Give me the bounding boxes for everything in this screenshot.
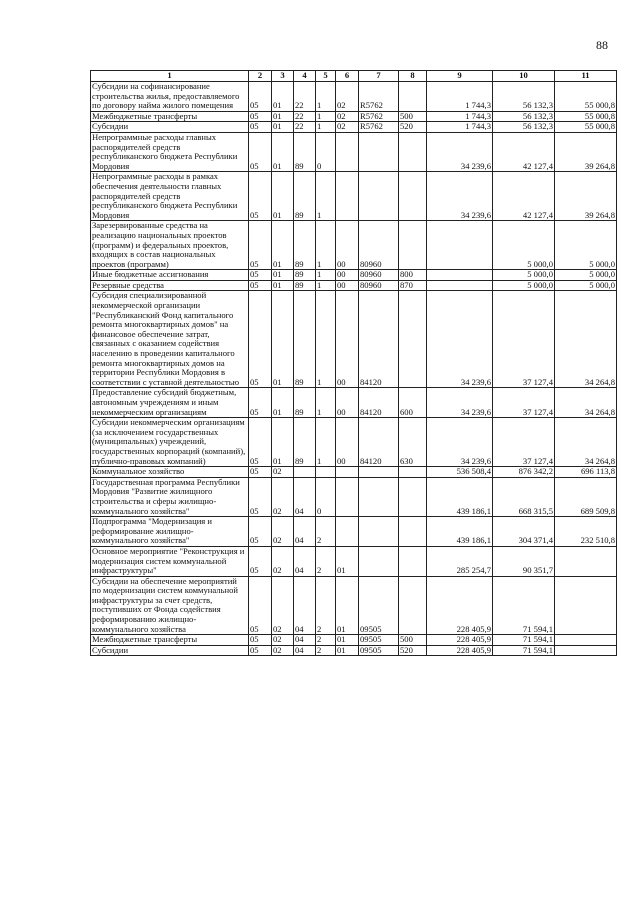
amount-year-2-cell: 37 127,4 — [493, 418, 555, 467]
subprogram-code-cell — [316, 467, 336, 478]
subsection-code-cell: 02 — [272, 467, 294, 478]
expense-type-code-cell — [399, 82, 427, 112]
row-description-cell: Субсидии на софинансирование строительства жилья, предоставляемого по договору найма жилого помещения — [91, 82, 249, 112]
amount-year-1-cell — [427, 221, 493, 270]
program-code-cell: 04 — [294, 576, 316, 635]
section-code-cell: 05 — [249, 111, 272, 122]
subprogram-code-cell: 2 — [316, 517, 336, 547]
subprogram-code-cell: 2 — [316, 546, 336, 576]
subprogram-code-cell: 1 — [316, 388, 336, 418]
amount-year-2-cell: 56 132,3 — [493, 82, 555, 112]
expense-direction-code-cell: R5762 — [359, 82, 399, 112]
column-header: 3 — [272, 71, 294, 82]
table-row — [91, 280, 617, 291]
table-row — [91, 517, 617, 547]
row-description-cell: Зарезервированные средства на реализацию национальных проектов (программ) и федеральных проектов, входящих в состав национальных проектов (программ) — [91, 221, 249, 270]
row-description-cell: Государственная программа Республики Мордовия "Развитие жилищного строительства и сферы жилищно-коммунального хозяйства" — [91, 477, 249, 516]
subprogram-code-cell: 2 — [316, 576, 336, 635]
section-code-cell: 05 — [249, 467, 272, 478]
amount-year-3-cell: 5 000,0 — [555, 221, 617, 270]
amount-year-3-cell — [555, 635, 617, 646]
program-code-cell — [294, 467, 316, 478]
table-row — [91, 270, 617, 281]
expense-type-code-cell — [399, 576, 427, 635]
subsection-code-cell: 02 — [272, 635, 294, 646]
amount-year-3-cell: 34 264,8 — [555, 388, 617, 418]
table-row — [91, 172, 617, 221]
section-code-cell: 05 — [249, 132, 272, 171]
activity-code-cell — [336, 467, 359, 478]
row-description-cell: Иные бюджетные ассигнования — [91, 270, 249, 281]
amount-year-1-cell: 1 744,3 — [427, 111, 493, 122]
amount-year-2-cell: 5 000,0 — [493, 270, 555, 281]
activity-code-cell — [336, 477, 359, 516]
amount-year-3-cell — [555, 546, 617, 576]
program-code-cell: 04 — [294, 645, 316, 656]
table-body — [91, 82, 617, 656]
subprogram-code-cell: 1 — [316, 122, 336, 133]
program-code-cell: 04 — [294, 477, 316, 516]
amount-year-2-cell: 304 371,4 — [493, 517, 555, 547]
subprogram-code-cell: 2 — [316, 645, 336, 656]
table-row — [91, 645, 617, 656]
subsection-code-cell: 01 — [272, 122, 294, 133]
row-description-cell: Субсидия специализированной некоммерческой организации "Республиканский Фонд капитального ремонта многоквартирных домов" на финансовое обеспечение затрат, связанных с оказанием содействия населению в проведении капитального ремонта многоквартирных домов на территории Республики Мордовия в соответствии с уставной деятельностью — [91, 291, 249, 388]
activity-code-cell: 01 — [336, 645, 359, 656]
activity-code-cell: 02 — [336, 122, 359, 133]
subsection-code-cell: 01 — [272, 172, 294, 221]
amount-year-3-cell: 5 000,0 — [555, 280, 617, 291]
section-code-cell: 05 — [249, 122, 272, 133]
subsection-code-cell: 01 — [272, 418, 294, 467]
activity-code-cell: 00 — [336, 270, 359, 281]
amount-year-3-cell — [555, 576, 617, 635]
amount-year-3-cell: 55 000,8 — [555, 122, 617, 133]
section-code-cell: 05 — [249, 546, 272, 576]
table-row — [91, 388, 617, 418]
program-code-cell: 89 — [294, 280, 316, 291]
program-code-cell: 89 — [294, 388, 316, 418]
expense-direction-code-cell: 84120 — [359, 388, 399, 418]
column-header: 1 — [91, 71, 249, 82]
amount-year-1-cell: 34 239,6 — [427, 388, 493, 418]
expense-type-code-cell: 800 — [399, 270, 427, 281]
column-header: 8 — [399, 71, 427, 82]
subsection-code-cell: 01 — [272, 270, 294, 281]
expense-type-code-cell: 630 — [399, 418, 427, 467]
amount-year-1-cell: 1 744,3 — [427, 122, 493, 133]
subsection-code-cell: 02 — [272, 576, 294, 635]
row-description-cell: Субсидии — [91, 645, 249, 656]
amount-year-2-cell: 90 351,7 — [493, 546, 555, 576]
section-code-cell: 05 — [249, 82, 272, 112]
expense-direction-code-cell — [359, 132, 399, 171]
section-code-cell: 05 — [249, 418, 272, 467]
expense-type-code-cell: 500 — [399, 635, 427, 646]
expense-type-code-cell — [399, 172, 427, 221]
program-code-cell: 89 — [294, 270, 316, 281]
amount-year-1-cell: 228 405,9 — [427, 645, 493, 656]
subsection-code-cell: 01 — [272, 82, 294, 112]
section-code-cell: 05 — [249, 477, 272, 516]
section-code-cell: 05 — [249, 645, 272, 656]
expense-type-code-cell — [399, 467, 427, 478]
expense-type-code-cell: 520 — [399, 645, 427, 656]
activity-code-cell: 02 — [336, 82, 359, 112]
amount-year-1-cell — [427, 270, 493, 281]
budget-table — [90, 70, 617, 656]
column-header: 10 — [493, 71, 555, 82]
expense-direction-code-cell: 80960 — [359, 221, 399, 270]
table-row — [91, 132, 617, 171]
subsection-code-cell: 01 — [272, 291, 294, 388]
amount-year-3-cell: 55 000,8 — [555, 82, 617, 112]
row-description-cell: Межбюджетные трансферты — [91, 635, 249, 646]
subsection-code-cell: 01 — [272, 388, 294, 418]
amount-year-3-cell: 39 264,8 — [555, 132, 617, 171]
section-code-cell: 05 — [249, 576, 272, 635]
table-row — [91, 221, 617, 270]
table-row — [91, 291, 617, 388]
row-description-cell: Предоставление субсидий бюджетным, автономным учреждениям и иным некоммерческим организациям — [91, 388, 249, 418]
page-number: 88 — [596, 38, 608, 52]
table-row — [91, 111, 617, 122]
row-description-cell: Подпрограмма "Модернизация и реформирование жилищно-коммунального хозяйства" — [91, 517, 249, 547]
subsection-code-cell: 02 — [272, 546, 294, 576]
column-header: 7 — [359, 71, 399, 82]
program-code-cell: 89 — [294, 291, 316, 388]
amount-year-2-cell: 876 342,2 — [493, 467, 555, 478]
amount-year-1-cell: 1 744,3 — [427, 82, 493, 112]
expense-type-code-cell — [399, 517, 427, 547]
subprogram-code-cell: 1 — [316, 291, 336, 388]
column-header: 4 — [294, 71, 316, 82]
amount-year-1-cell: 34 239,6 — [427, 291, 493, 388]
activity-code-cell: 01 — [336, 635, 359, 646]
amount-year-1-cell: 439 186,1 — [427, 517, 493, 547]
amount-year-1-cell: 228 405,9 — [427, 576, 493, 635]
amount-year-2-cell: 5 000,0 — [493, 280, 555, 291]
expense-direction-code-cell — [359, 477, 399, 516]
expense-type-code-cell — [399, 291, 427, 388]
row-description-cell: Непрограммные расходы главных распорядителей средств республиканского бюджета Республики Мордовия — [91, 132, 249, 171]
activity-code-cell: 00 — [336, 291, 359, 388]
section-code-cell: 05 — [249, 635, 272, 646]
amount-year-2-cell: 37 127,4 — [493, 291, 555, 388]
section-code-cell: 05 — [249, 280, 272, 291]
amount-year-3-cell — [555, 645, 617, 656]
amount-year-2-cell: 668 315,5 — [493, 477, 555, 516]
amount-year-3-cell: 39 264,8 — [555, 172, 617, 221]
program-code-cell: 89 — [294, 221, 316, 270]
row-description-cell: Непрограммные расходы в рамках обеспечения деятельности главных распорядителей средств республиканского бюджета Республики Мордовия — [91, 172, 249, 221]
subprogram-code-cell: 1 — [316, 418, 336, 467]
subprogram-code-cell: 0 — [316, 132, 336, 171]
row-description-cell: Резервные средства — [91, 280, 249, 291]
expense-type-code-cell: 500 — [399, 111, 427, 122]
table-row — [91, 477, 617, 516]
subprogram-code-cell: 1 — [316, 221, 336, 270]
section-code-cell: 05 — [249, 221, 272, 270]
expense-direction-code-cell — [359, 546, 399, 576]
table-row — [91, 576, 617, 635]
expense-direction-code-cell: 09505 — [359, 635, 399, 646]
amount-year-3-cell: 55 000,8 — [555, 111, 617, 122]
row-description-cell: Коммунальное хозяйство — [91, 467, 249, 478]
activity-code-cell: 00 — [336, 280, 359, 291]
expense-direction-code-cell: 09505 — [359, 645, 399, 656]
program-code-cell: 89 — [294, 132, 316, 171]
row-description-cell: Субсидии — [91, 122, 249, 133]
amount-year-1-cell: 34 239,6 — [427, 418, 493, 467]
expense-direction-code-cell: 80960 — [359, 270, 399, 281]
activity-code-cell — [336, 517, 359, 547]
amount-year-1-cell: 439 186,1 — [427, 477, 493, 516]
activity-code-cell: 02 — [336, 111, 359, 122]
amount-year-1-cell — [427, 280, 493, 291]
subprogram-code-cell: 1 — [316, 280, 336, 291]
program-code-cell: 04 — [294, 635, 316, 646]
table-row — [91, 546, 617, 576]
activity-code-cell: 01 — [336, 576, 359, 635]
program-code-cell: 04 — [294, 517, 316, 547]
column-header: 6 — [336, 71, 359, 82]
amount-year-3-cell: 689 509,8 — [555, 477, 617, 516]
column-header: 11 — [555, 71, 617, 82]
amount-year-1-cell: 536 508,4 — [427, 467, 493, 478]
subsection-code-cell: 02 — [272, 477, 294, 516]
expense-direction-code-cell: 84120 — [359, 291, 399, 388]
column-header: 9 — [427, 71, 493, 82]
expense-type-code-cell — [399, 132, 427, 171]
section-code-cell: 05 — [249, 291, 272, 388]
column-header: 5 — [316, 71, 336, 82]
expense-type-code-cell: 600 — [399, 388, 427, 418]
activity-code-cell: 00 — [336, 221, 359, 270]
subsection-code-cell: 01 — [272, 221, 294, 270]
amount-year-1-cell: 34 239,6 — [427, 132, 493, 171]
program-code-cell: 22 — [294, 82, 316, 112]
subsection-code-cell: 01 — [272, 280, 294, 291]
program-code-cell: 22 — [294, 122, 316, 133]
program-code-cell: 04 — [294, 546, 316, 576]
expense-type-code-cell — [399, 221, 427, 270]
row-description-cell: Субсидии на обеспечение мероприятий по модернизации систем коммунальной инфраструктуры за счет средств, поступивших от Фонда содействия реформированию жилищно-коммунального хозяйства — [91, 576, 249, 635]
expense-type-code-cell: 520 — [399, 122, 427, 133]
expense-direction-code-cell: R5762 — [359, 122, 399, 133]
section-code-cell: 05 — [249, 388, 272, 418]
section-code-cell: 05 — [249, 517, 272, 547]
expense-type-code-cell — [399, 546, 427, 576]
activity-code-cell: 00 — [336, 388, 359, 418]
subsection-code-cell: 01 — [272, 111, 294, 122]
amount-year-3-cell: 5 000,0 — [555, 270, 617, 281]
amount-year-3-cell: 232 510,8 — [555, 517, 617, 547]
amount-year-2-cell: 37 127,4 — [493, 388, 555, 418]
amount-year-1-cell: 228 405,9 — [427, 635, 493, 646]
row-description-cell: Субсидии некоммерческим организациям (за исключением государственных (муниципальных) учреждений, государственных корпораций (компаний), публично-правовых компаний) — [91, 418, 249, 467]
amount-year-2-cell: 71 594,1 — [493, 645, 555, 656]
table-row — [91, 122, 617, 133]
subprogram-code-cell: 1 — [316, 82, 336, 112]
subsection-code-cell: 02 — [272, 645, 294, 656]
expense-type-code-cell: 870 — [399, 280, 427, 291]
amount-year-2-cell: 5 000,0 — [493, 221, 555, 270]
activity-code-cell: 00 — [336, 418, 359, 467]
program-code-cell: 89 — [294, 418, 316, 467]
amount-year-1-cell: 34 239,6 — [427, 172, 493, 221]
amount-year-3-cell: 34 264,8 — [555, 291, 617, 388]
expense-direction-code-cell: 09505 — [359, 576, 399, 635]
subprogram-code-cell: 1 — [316, 270, 336, 281]
expense-direction-code-cell: R5762 — [359, 111, 399, 122]
row-description-cell: Основное мероприятие "Реконструкция и модернизация систем коммунальной инфраструктуры" — [91, 546, 249, 576]
expense-type-code-cell — [399, 477, 427, 516]
subprogram-code-cell: 1 — [316, 172, 336, 221]
activity-code-cell — [336, 172, 359, 221]
table-row — [91, 82, 617, 112]
expense-direction-code-cell — [359, 517, 399, 547]
amount-year-2-cell: 71 594,1 — [493, 635, 555, 646]
section-code-cell: 05 — [249, 270, 272, 281]
expense-direction-code-cell: 80960 — [359, 280, 399, 291]
amount-year-2-cell: 42 127,4 — [493, 132, 555, 171]
subsection-code-cell: 01 — [272, 132, 294, 171]
table-header-row — [91, 71, 617, 82]
expense-direction-code-cell: 84120 — [359, 418, 399, 467]
section-code-cell: 05 — [249, 172, 272, 221]
table-row — [91, 418, 617, 467]
subsection-code-cell: 02 — [272, 517, 294, 547]
activity-code-cell: 01 — [336, 546, 359, 576]
column-header: 2 — [249, 71, 272, 82]
amount-year-2-cell: 56 132,3 — [493, 122, 555, 133]
expense-direction-code-cell — [359, 467, 399, 478]
table-row — [91, 635, 617, 646]
amount-year-1-cell: 285 254,7 — [427, 546, 493, 576]
amount-year-3-cell: 34 264,8 — [555, 418, 617, 467]
row-description-cell: Межбюджетные трансферты — [91, 111, 249, 122]
amount-year-2-cell: 42 127,4 — [493, 172, 555, 221]
table-row — [91, 467, 617, 478]
amount-year-2-cell: 71 594,1 — [493, 576, 555, 635]
subprogram-code-cell: 2 — [316, 635, 336, 646]
amount-year-3-cell: 696 113,8 — [555, 467, 617, 478]
program-code-cell: 22 — [294, 111, 316, 122]
expense-direction-code-cell — [359, 172, 399, 221]
program-code-cell: 89 — [294, 172, 316, 221]
subprogram-code-cell: 0 — [316, 477, 336, 516]
subprogram-code-cell: 1 — [316, 111, 336, 122]
amount-year-2-cell: 56 132,3 — [493, 111, 555, 122]
activity-code-cell — [336, 132, 359, 171]
